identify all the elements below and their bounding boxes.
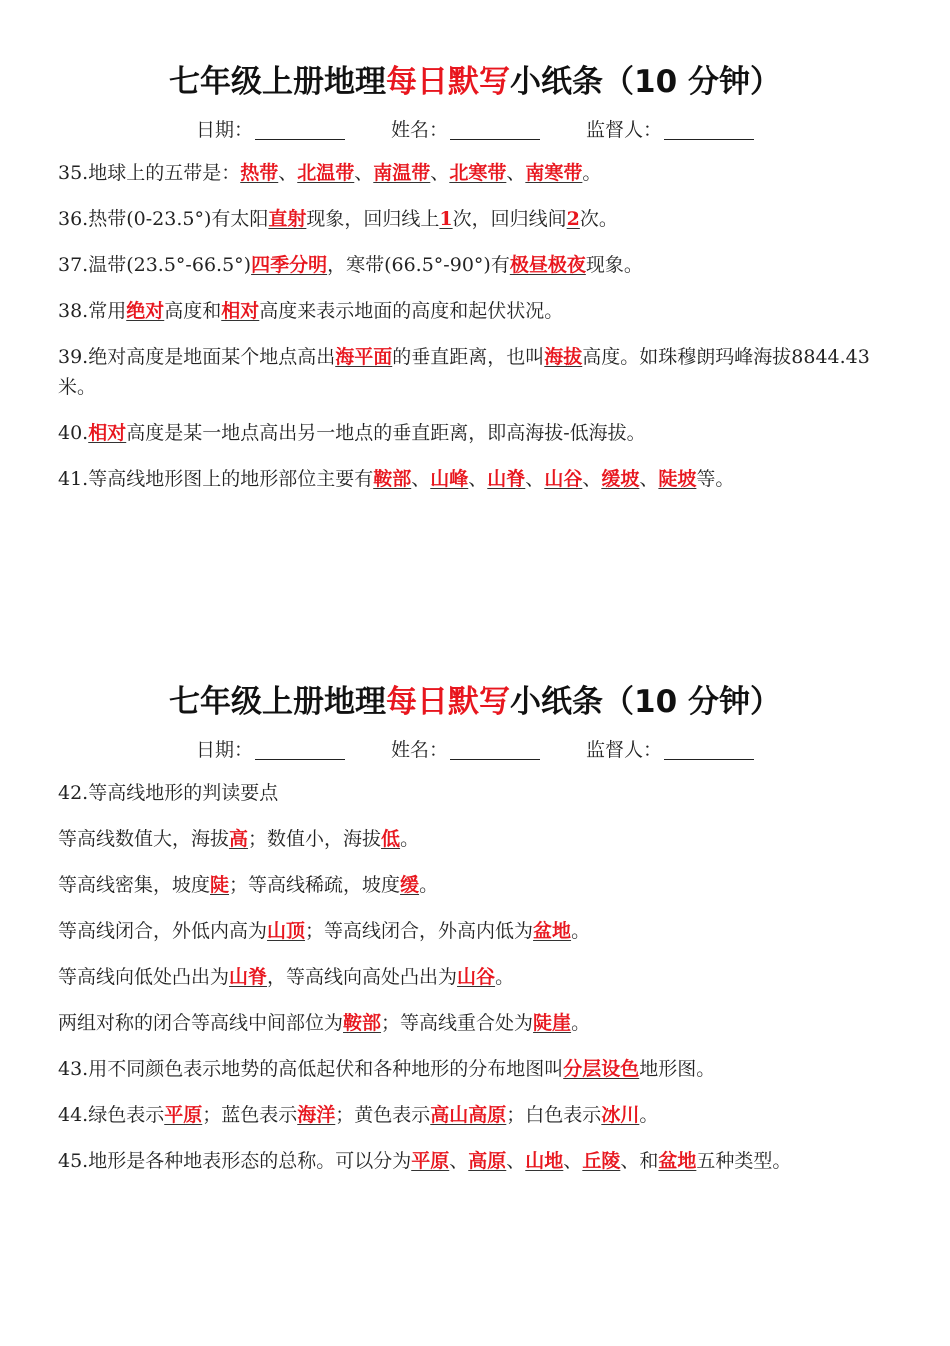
question-text: 的垂直距离，也叫: [392, 346, 545, 368]
question-text: 。: [639, 1104, 659, 1126]
answer-text: 山顶: [267, 920, 306, 942]
question-text: 。: [495, 966, 515, 988]
worksheet-title: [0, 60, 950, 104]
date-label: 日期：: [195, 119, 253, 141]
worksheet-title: [0, 680, 950, 724]
answer-text: 北温带: [297, 162, 355, 184]
answer-text: 1: [439, 208, 453, 230]
title-highlight: 每日默写: [386, 64, 511, 100]
answer-text: 山脊: [229, 966, 268, 988]
title-text-end: 小纸条（10 分钟）: [510, 64, 781, 100]
question-text: 。: [400, 828, 420, 850]
supervisor-blank: [664, 117, 754, 140]
question-text: 37.温带(23.5°-66.5°): [58, 254, 252, 276]
answer-text: 平原: [164, 1104, 203, 1126]
question-line: [58, 862, 900, 908]
answer-text: 高原: [468, 1150, 507, 1172]
name-label: 姓名：: [390, 119, 448, 141]
question-text: 、: [639, 468, 659, 490]
answer-text: 鞍部: [343, 1012, 382, 1034]
question-text: 、: [278, 162, 298, 184]
question-text: ；黄色表示: [335, 1104, 431, 1126]
answer-text: 山谷: [457, 966, 496, 988]
question-text: 、: [354, 162, 374, 184]
answer-text: 高山高原: [430, 1104, 507, 1126]
question-text: ；等高线稀疏，坡度: [229, 874, 401, 896]
question-text: ，寒带(66.5°-90°)有: [327, 254, 510, 276]
question-text: 次，回归线间: [452, 208, 567, 230]
question-line: [58, 456, 900, 502]
question-line: [58, 196, 900, 242]
date-field: [196, 730, 345, 770]
question-text: 现象，回归线上: [306, 208, 440, 230]
question-text: 等高线数值大，海拔: [58, 828, 230, 850]
question-line: [58, 1138, 900, 1184]
date-field: [196, 110, 345, 150]
question-text: 36.热带(0-23.5°)有太阳: [58, 208, 269, 230]
question-text: 。: [419, 874, 439, 896]
question-text: 、: [411, 468, 431, 490]
question-text: 。: [582, 162, 602, 184]
question-text: 等高线闭合，外低内高为: [58, 920, 268, 942]
answer-text: 山地: [525, 1150, 564, 1172]
question-text: 、: [506, 1150, 526, 1172]
supervisor-field: [586, 730, 754, 770]
question-text: 、: [582, 468, 602, 490]
question-text: ；数值小，海拔: [248, 828, 382, 850]
question-text: 42.等高线地形的判读要点: [58, 782, 279, 804]
question-line: [58, 242, 900, 288]
supervisor-label: 监督人：: [586, 119, 663, 141]
title-highlight: 每日默写: [386, 684, 511, 720]
question-line: [58, 1046, 900, 1092]
question-text: 35.地球上的五带是：: [58, 162, 241, 184]
worksheet-1: [0, 60, 950, 502]
question-text: 41.等高线地形图上的地形部位主要有: [58, 468, 374, 490]
info-row: [0, 730, 950, 770]
supervisor-label: 监督人：: [586, 739, 663, 761]
title-text-end: 小纸条（10 分钟）: [510, 684, 781, 720]
answer-text: 直射: [268, 208, 307, 230]
question-text: 、: [563, 1150, 583, 1172]
answer-text: 海拔: [544, 346, 583, 368]
question-text: 、: [430, 162, 450, 184]
answer-text: 热带: [240, 162, 279, 184]
question-text: 五种类型。: [696, 1150, 792, 1172]
question-text: 45.地形是各种地表形态的总称。可以分为: [58, 1150, 412, 1172]
question-text: 、: [525, 468, 545, 490]
question-line: [58, 954, 900, 1000]
date-blank: [255, 737, 345, 760]
question-list: [58, 150, 900, 502]
answer-text: 陡坡: [658, 468, 697, 490]
question-line: [58, 816, 900, 862]
question-text: 43.用不同颜色表示地势的高低起伏和各种地形的分布地图叫: [58, 1058, 564, 1080]
question-text: 高度是某一地点高出另一地点的垂直距离，即高海拔-低海拔。: [126, 422, 646, 444]
question-text: ；蓝色表示: [202, 1104, 298, 1126]
answer-text: 分层设色: [563, 1058, 640, 1080]
answer-text: 缓: [400, 874, 420, 896]
answer-text: 北寒带: [449, 162, 507, 184]
name-blank: [450, 117, 540, 140]
answer-text: 海平面: [335, 346, 393, 368]
answer-text: 山谷: [544, 468, 583, 490]
date-blank: [255, 117, 345, 140]
answer-text: 南温带: [373, 162, 431, 184]
answer-text: 丘陵: [582, 1150, 621, 1172]
answer-text: 缓坡: [601, 468, 640, 490]
question-text: 44.绿色表示: [58, 1104, 165, 1126]
answer-text: 陡崖: [533, 1012, 572, 1034]
answer-text: 鞍部: [373, 468, 412, 490]
question-text: 38.常用: [58, 300, 127, 322]
question-line: [58, 908, 900, 954]
answer-text: 极昼极夜: [509, 254, 586, 276]
answer-text: 山峰: [430, 468, 469, 490]
question-text: 、和: [620, 1150, 659, 1172]
name-field: [391, 110, 540, 150]
answer-text: 冰川: [601, 1104, 640, 1126]
answer-text: 南寒带: [525, 162, 583, 184]
question-text: 、: [506, 162, 526, 184]
question-text: 高度来表示地面的高度和起伏状况。: [259, 300, 564, 322]
answer-text: 盆地: [658, 1150, 697, 1172]
answer-text: 平原: [411, 1150, 450, 1172]
supervisor-blank: [664, 737, 754, 760]
question-text: 地形图。: [639, 1058, 716, 1080]
question-text: ，等高线向高处凸出为: [267, 966, 458, 988]
answer-text: 盆地: [533, 920, 572, 942]
question-list: [58, 770, 900, 1184]
question-text: 。: [571, 1012, 591, 1034]
question-line: [58, 410, 900, 456]
answer-text: 山脊: [487, 468, 526, 490]
question-text: 等高线向低处凸出为: [58, 966, 230, 988]
info-row: [0, 110, 950, 150]
title-text: 七年级上册地理: [169, 64, 387, 100]
supervisor-field: [586, 110, 754, 150]
question-line: [58, 150, 900, 196]
name-blank: [450, 737, 540, 760]
question-text: 高度和: [164, 300, 222, 322]
name-label: 姓名：: [390, 739, 448, 761]
answer-text: 相对: [221, 300, 260, 322]
date-label: 日期：: [195, 739, 253, 761]
answer-text: 高: [229, 828, 249, 850]
name-field: [391, 730, 540, 770]
question-text: 高度。如珠穆朗玛峰海拔8844.43米。: [58, 346, 870, 398]
answer-text: 陡: [210, 874, 230, 896]
question-text: 39.绝对高度是地面某个地点高出: [58, 346, 336, 368]
question-text: ；等高线重合处为: [381, 1012, 534, 1034]
answer-text: 四季分明: [251, 254, 328, 276]
question-text: ；等高线闭合，外高内低为: [305, 920, 534, 942]
question-line: [58, 288, 900, 334]
answer-text: 2: [566, 208, 580, 230]
question-text: 、: [468, 468, 488, 490]
question-line: [58, 334, 900, 410]
question-text: 、: [449, 1150, 469, 1172]
answer-text: 低: [381, 828, 401, 850]
question-text: 等高线密集，坡度: [58, 874, 211, 896]
question-line: [58, 770, 900, 816]
question-text: ；白色表示: [506, 1104, 602, 1126]
question-text: 次。: [579, 208, 618, 230]
title-text: 七年级上册地理: [169, 684, 387, 720]
question-line: [58, 1000, 900, 1046]
question-text: 。: [571, 920, 591, 942]
answer-text: 绝对: [126, 300, 165, 322]
question-text: 现象。: [585, 254, 643, 276]
worksheet-2: [0, 680, 950, 1184]
question-line: [58, 1092, 900, 1138]
question-text: 等。: [696, 468, 735, 490]
question-text: 两组对称的闭合等高线中间部位为: [58, 1012, 344, 1034]
answer-text: 海洋: [297, 1104, 336, 1126]
question-text: 40.: [58, 422, 89, 444]
answer-text: 相对: [88, 422, 127, 444]
